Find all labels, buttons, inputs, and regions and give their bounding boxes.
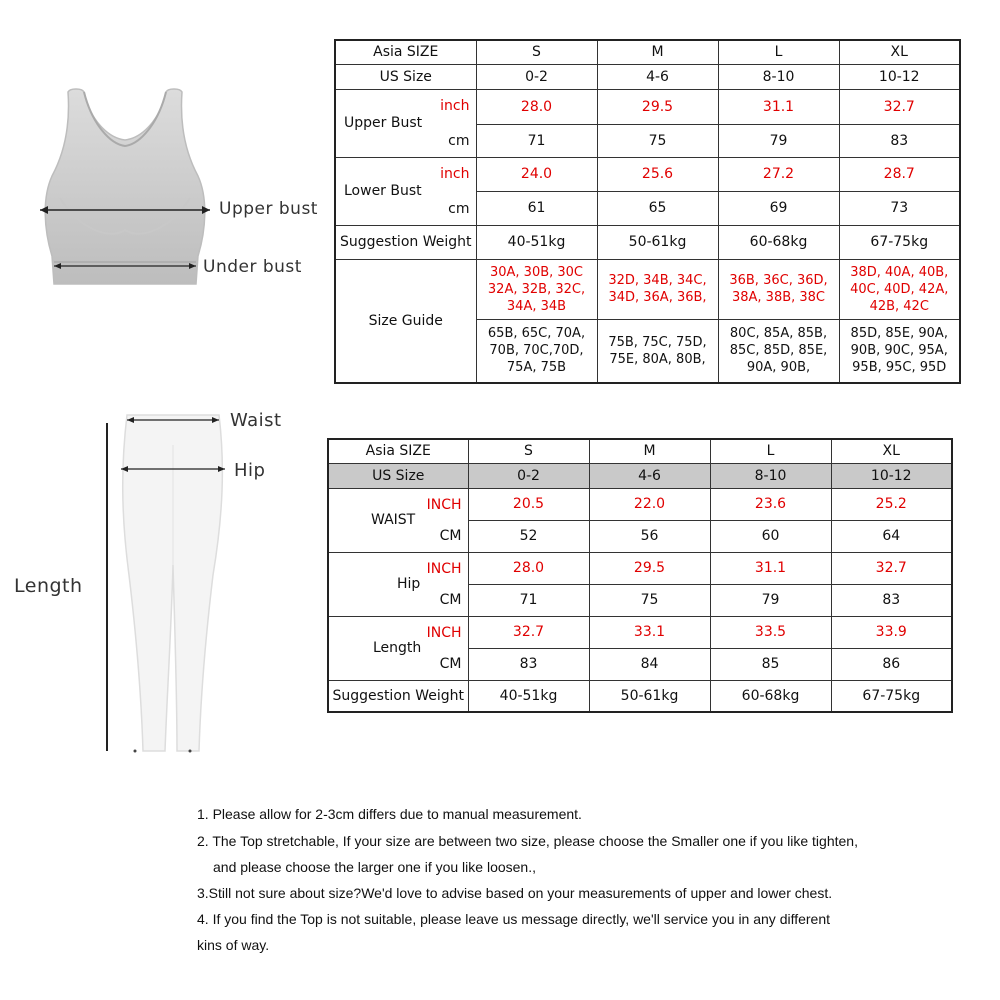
top-asia-size-header: Asia SIZE <box>335 40 476 64</box>
top-size-s-header: S <box>476 40 597 64</box>
size-guide-line: 75B, 75C, 75D, <box>608 334 707 350</box>
inch-unit: inch <box>440 97 470 114</box>
length-inch-cell: 32.7 <box>468 616 589 648</box>
note-line: and please choose the larger one if you like loosen., <box>213 859 536 875</box>
hip-inch-row <box>328 552 952 584</box>
size-guide-eu-cell <box>839 319 960 383</box>
top-size-m-header: M <box>597 40 718 64</box>
lower-bust-inch-cell: 27.2 <box>718 157 839 191</box>
bottom-us-size-row <box>328 463 952 488</box>
size-guide-line: 34A, 34B <box>506 298 567 314</box>
waist-label-cell <box>328 488 468 552</box>
length-cm-cell: 84 <box>589 648 710 680</box>
cm-unit: CM <box>439 655 462 672</box>
lower-bust-cm-cell: 61 <box>476 191 597 225</box>
top-weight-cell: 50-61kg <box>597 225 718 259</box>
upper-bust-cm-cell: 83 <box>839 124 960 157</box>
size-guide-line: 70B, 70C,70D, <box>489 343 584 359</box>
length-inch-cell: 33.5 <box>710 616 831 648</box>
bottom-asia-size-header: Asia SIZE <box>328 439 468 463</box>
size-guide-eu-cell <box>476 319 597 383</box>
bottom-weight-cell: 67-75kg <box>831 680 952 712</box>
top-us-size-label: US Size <box>335 64 476 89</box>
size-guide-us-cell <box>476 259 597 319</box>
upper-bust-label-cell <box>335 89 476 157</box>
size-guide-eu-cell <box>718 319 839 383</box>
lower-bust-inch-cell: 28.7 <box>839 157 960 191</box>
bottom-weight-cell: 60-68kg <box>710 680 831 712</box>
hip-inch-cell: 29.5 <box>589 552 710 584</box>
waist-cm-cell: 56 <box>589 520 710 552</box>
top-weight-cell: 60-68kg <box>718 225 839 259</box>
hip-cm-cell: 79 <box>710 584 831 616</box>
waist-inch-cell: 25.2 <box>831 488 952 520</box>
size-guide-label: Size Guide <box>335 259 476 383</box>
sports-bra-illustration <box>30 80 220 295</box>
bottom-size-s-header: S <box>468 439 589 463</box>
top-header-row <box>335 40 960 64</box>
bottom-size-m-header: M <box>589 439 710 463</box>
top-size-xl-header: XL <box>839 40 960 64</box>
under-bust-label: Under bust <box>203 257 302 277</box>
lower-bust-inch-cell: 25.6 <box>597 157 718 191</box>
cm-unit: cm <box>448 132 470 149</box>
size-guide-line: 85C, 85D, 85E, <box>729 343 828 359</box>
waist-cm-cell: 52 <box>468 520 589 552</box>
top-weight-label: Suggestion Weight <box>335 225 476 259</box>
lower-bust-inch-cell: 24.0 <box>476 157 597 191</box>
inch-unit: INCH <box>426 624 462 641</box>
lower-bust-cm-cell: 73 <box>839 191 960 225</box>
top-size-l-header: L <box>718 40 839 64</box>
hip-inch-cell: 32.7 <box>831 552 952 584</box>
size-guide-line: 30A, 30B, 30C <box>489 264 584 280</box>
lower-bust-row-label: Lower Bust <box>344 183 422 199</box>
size-guide-line: 65B, 65C, 70A, <box>487 326 586 342</box>
leggings-illustration <box>95 405 235 760</box>
size-guide-line: 36B, 36C, 36D, <box>729 273 828 288</box>
upper-bust-inch-row <box>335 89 960 124</box>
length-cm-cell: 85 <box>710 648 831 680</box>
bottom-us-size-label: US Size <box>328 463 468 488</box>
size-guide-line: 75A, 75B <box>506 360 567 376</box>
size-guide-line: 85D, 85E, 90A, <box>850 326 948 342</box>
length-row-label: Length <box>373 640 422 656</box>
hip-cm-cell: 71 <box>468 584 589 616</box>
cm-unit: cm <box>448 200 470 217</box>
length-inch-cell: 33.9 <box>831 616 952 648</box>
size-guide-line: 40C, 40D, 42A, <box>850 281 949 297</box>
length-inch-cell: 33.1 <box>589 616 710 648</box>
upper-bust-inch-cell: 31.1 <box>718 89 839 124</box>
bottom-us-size-cell: 4-6 <box>589 463 710 488</box>
bottom-size-table <box>327 438 953 713</box>
size-guide-line: 75E, 80A, 80B, <box>609 351 706 367</box>
upper-bust-row-label: Upper Bust <box>344 115 423 131</box>
size-guide-line: 95B, 95C, 95D <box>852 360 947 376</box>
top-size-table <box>334 39 961 384</box>
top-weight-cell: 67-75kg <box>839 225 960 259</box>
hip-cm-cell: 83 <box>831 584 952 616</box>
top-us-size-cell: 8-10 <box>718 64 839 89</box>
note-line: kins of way. <box>197 937 270 953</box>
hip-inch-cell: 31.1 <box>710 552 831 584</box>
size-guide-us-cell <box>597 259 718 319</box>
bottom-weight-cell: 50-61kg <box>589 680 710 712</box>
waist-cm-cell: 64 <box>831 520 952 552</box>
hip-label: Hip <box>234 460 266 481</box>
hip-inch-cell: 28.0 <box>468 552 589 584</box>
lower-bust-cm-cell: 69 <box>718 191 839 225</box>
waist-cm-cell: 60 <box>710 520 831 552</box>
top-us-size-cell: 0-2 <box>476 64 597 89</box>
upper-bust-cm-cell: 75 <box>597 124 718 157</box>
size-guide-line: 80C, 85A, 85B, <box>729 326 828 342</box>
waist-inch-cell: 22.0 <box>589 488 710 520</box>
note-line: 4. If you find the Top is not suitable, please leave us message directly, we'll service you in any different <box>197 911 831 927</box>
top-us-size-row <box>335 64 960 89</box>
upper-bust-inch-cell: 32.7 <box>839 89 960 124</box>
upper-bust-inch-cell: 29.5 <box>597 89 718 124</box>
cm-unit: CM <box>439 591 462 608</box>
bottom-header-row <box>328 439 952 463</box>
length-cm-cell: 83 <box>468 648 589 680</box>
length-inch-row <box>328 616 952 648</box>
waist-inch-row <box>328 488 952 520</box>
size-guide-line: 42B, 42C <box>869 298 929 314</box>
length-label-cell <box>328 616 468 680</box>
inch-unit: inch <box>440 165 470 182</box>
top-weight-cell: 40-51kg <box>476 225 597 259</box>
hip-row-label: Hip <box>397 576 421 592</box>
bottom-weight-cell: 40-51kg <box>468 680 589 712</box>
bottom-size-l-header: L <box>710 439 831 463</box>
size-guide-eu-cell <box>597 319 718 383</box>
note-line: 1. Please allow for 2-3cm differs due to manual measurement. <box>197 806 582 822</box>
size-guide-us-row <box>335 259 960 319</box>
size-guide-us-cell <box>839 259 960 319</box>
length-label: Length <box>14 575 83 597</box>
size-guide-line: 34D, 36A, 36B, <box>608 290 707 305</box>
hip-cm-cell: 75 <box>589 584 710 616</box>
bottom-us-size-cell: 8-10 <box>710 463 831 488</box>
top-weight-row <box>335 225 960 259</box>
size-guide-line: 32A, 32B, 32C, <box>487 281 586 297</box>
lower-bust-inch-row <box>335 157 960 191</box>
bottom-us-size-cell: 0-2 <box>468 463 589 488</box>
lower-bust-label-cell <box>335 157 476 225</box>
bottom-weight-label: Suggestion Weight <box>328 680 468 712</box>
inch-unit: INCH <box>426 560 462 577</box>
waist-label: Waist <box>230 410 282 431</box>
bottom-weight-row <box>328 680 952 712</box>
size-guide-line: 90A, 90B, <box>746 360 811 376</box>
size-guide-line: 38A, 38B, 38C <box>731 290 826 305</box>
cm-unit: CM <box>439 527 462 544</box>
note-line: 2. The Top stretchable, If your size are between two size, please choose the Smaller one if you like tighten, <box>197 833 858 849</box>
upper-bust-cm-cell: 79 <box>718 124 839 157</box>
waist-inch-cell: 23.6 <box>710 488 831 520</box>
top-us-size-cell: 4-6 <box>597 64 718 89</box>
bottom-size-xl-header: XL <box>831 439 952 463</box>
size-guide-line: 90B, 90C, 95A, <box>850 343 948 359</box>
bottom-us-size-cell: 10-12 <box>831 463 952 488</box>
note-line: 3.Still not sure about size?We'd love to advise based on your measurements of upper and lower chest. <box>197 885 833 901</box>
length-cm-cell: 86 <box>831 648 952 680</box>
hip-label-cell <box>328 552 468 616</box>
waist-row-label: WAIST <box>371 512 416 528</box>
upper-bust-label: Upper bust <box>219 199 318 219</box>
size-guide-line: 32D, 34B, 34C, <box>608 273 707 288</box>
inch-unit: INCH <box>426 496 462 513</box>
lower-bust-cm-cell: 65 <box>597 191 718 225</box>
waist-inch-cell: 20.5 <box>468 488 589 520</box>
upper-bust-inch-cell: 28.0 <box>476 89 597 124</box>
top-us-size-cell: 10-12 <box>839 64 960 89</box>
size-guide-us-cell <box>718 259 839 319</box>
upper-bust-cm-cell: 71 <box>476 124 597 157</box>
size-guide-line: 38D, 40A, 40B, <box>850 264 949 280</box>
